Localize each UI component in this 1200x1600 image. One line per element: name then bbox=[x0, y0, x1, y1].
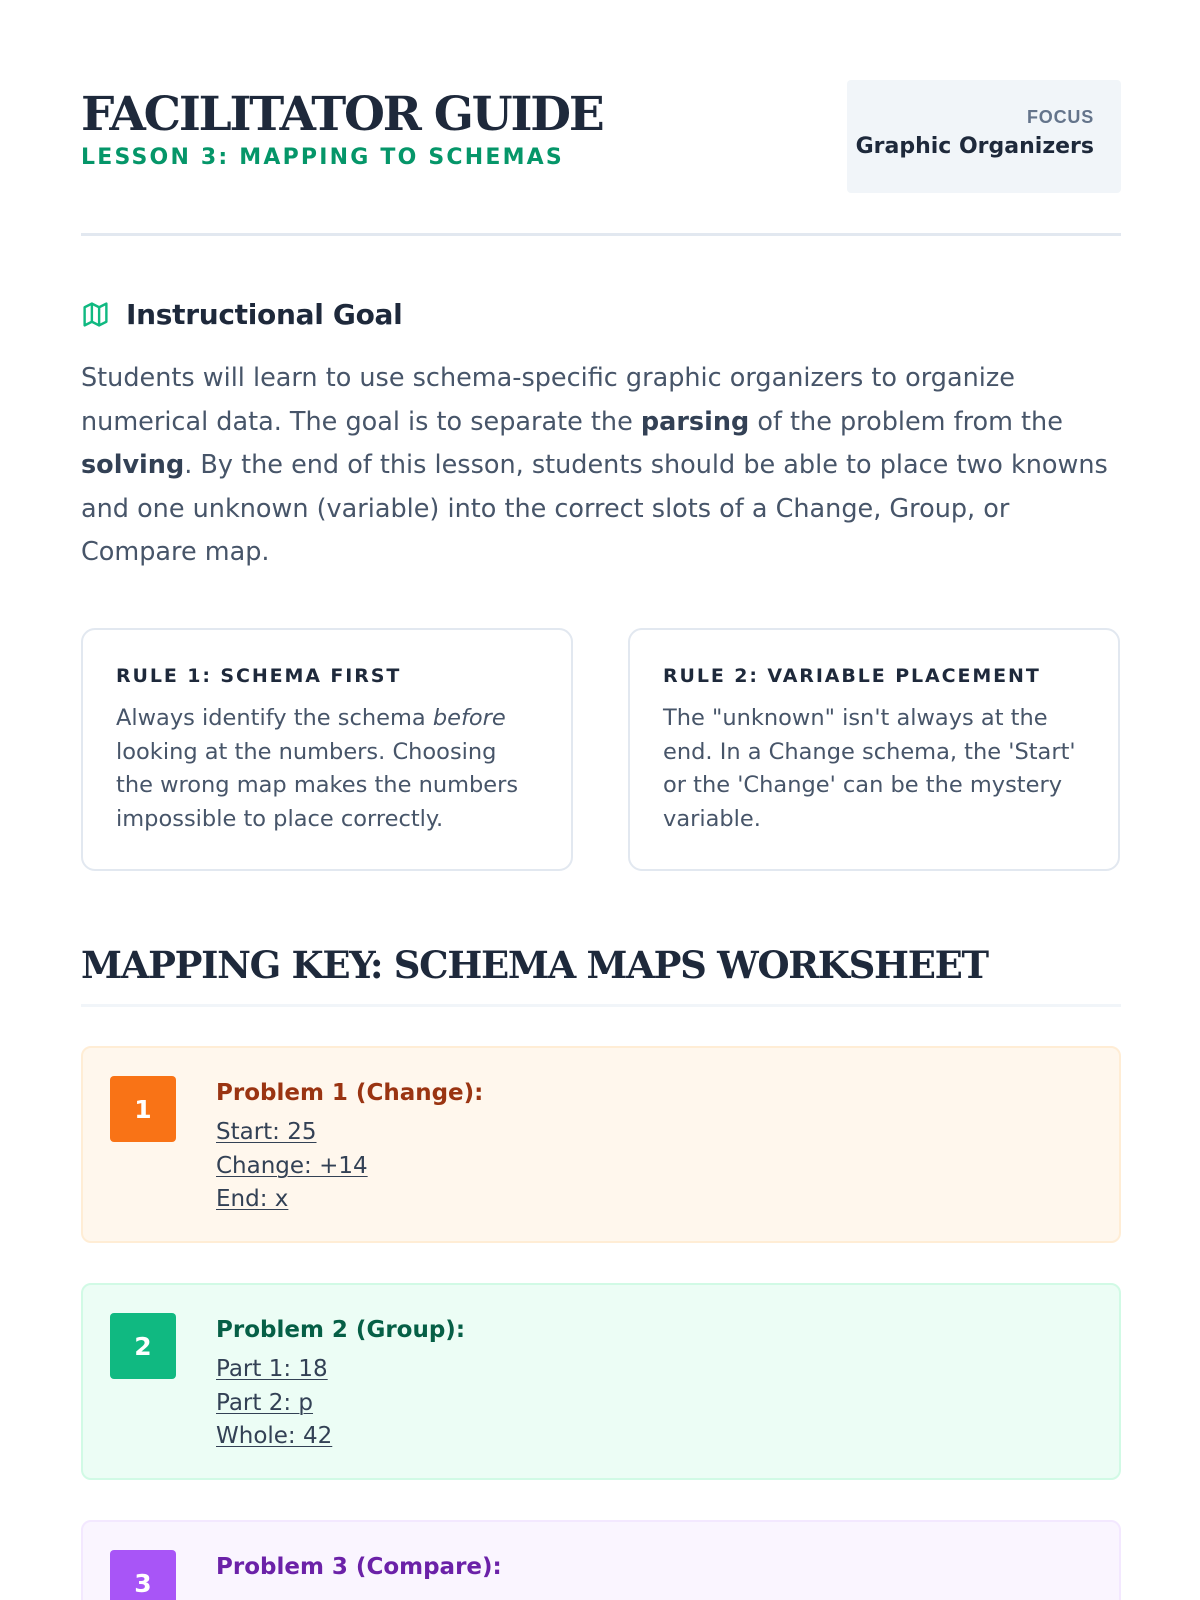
problem-values bbox=[216, 1353, 465, 1454]
rule-text bbox=[116, 702, 539, 836]
focus-label: FOCUS bbox=[1027, 107, 1094, 127]
rule-text-emphasis: before bbox=[432, 705, 506, 731]
goal-bold-parsing: parsing bbox=[640, 406, 750, 437]
problem-number-badge: 2 bbox=[110, 1313, 176, 1379]
problem-card-3 bbox=[81, 1520, 1121, 1600]
page-title: FACILITATOR GUIDE bbox=[81, 87, 603, 142]
problem-body bbox=[216, 1076, 483, 1217]
focus-value: Graphic Organizers bbox=[855, 134, 1094, 159]
goal-paragraph bbox=[81, 357, 1126, 575]
focus-box bbox=[847, 80, 1121, 193]
problem-title: Problem 3 (Compare): bbox=[216, 1554, 502, 1580]
problem-value-start: Start: 25 bbox=[216, 1119, 317, 1145]
goal-text-2: of the problem from the bbox=[749, 406, 1063, 437]
problem-title: Problem 1 (Change): bbox=[216, 1080, 484, 1106]
problem-card-1 bbox=[81, 1046, 1121, 1243]
rule-card-2 bbox=[628, 628, 1120, 871]
goal-heading bbox=[81, 296, 402, 332]
rule-card-1 bbox=[81, 628, 573, 871]
rule-title: RULE 2: VARIABLE PLACEMENT bbox=[663, 665, 1041, 687]
rule-text: The "unknown" isn't always at the end. In a Change schema, the 'Start' or the 'Change' can be the mystery variable. bbox=[663, 705, 1076, 832]
problem-number-badge: 3 bbox=[110, 1550, 176, 1600]
header-divider bbox=[81, 233, 1121, 236]
goal-title: Instructional Goal bbox=[126, 297, 403, 331]
lesson-subtitle: LESSON 3: MAPPING TO SCHEMAS bbox=[81, 145, 564, 170]
page-header bbox=[81, 80, 1121, 192]
problem-card-2 bbox=[81, 1283, 1121, 1480]
goal-bold-solving: solving bbox=[81, 450, 185, 480]
mapping-key-title: MAPPING KEY: SCHEMA MAPS WORKSHEET bbox=[81, 943, 988, 987]
problem-values bbox=[216, 1116, 483, 1217]
rule-text-after: looking at the numbers. Choosing the wrong map makes the numbers impossible to place correctly. bbox=[116, 738, 519, 832]
map-icon bbox=[81, 300, 110, 329]
problem-value-whole: Whole: 42 bbox=[216, 1423, 333, 1449]
problem-body bbox=[216, 1313, 465, 1454]
rule-title: RULE 1: SCHEMA FIRST bbox=[116, 665, 402, 687]
problem-value-change: Change: +14 bbox=[216, 1152, 368, 1179]
problem-value-part-1: Part 1: 18 bbox=[216, 1356, 328, 1382]
problem-title: Problem 2 (Group): bbox=[216, 1317, 466, 1343]
mapping-divider bbox=[81, 1004, 1121, 1007]
rule-text-before: Always identify the schema bbox=[116, 705, 433, 731]
problem-value-part-2: Part 2: p bbox=[216, 1389, 314, 1416]
goal-text-3: . By the end of this lesson, students should be able to place two knowns and one unknown (variable) into the correct slots of a Change, Group, or Compare map. bbox=[81, 450, 1108, 567]
goal-text-1: Students will learn to use schema-specific graphic organizers to organize numerical data. The goal is to separate the bbox=[81, 363, 1015, 437]
problem-value-end: End: x bbox=[216, 1186, 289, 1212]
problem-number-badge: 1 bbox=[110, 1076, 176, 1142]
problem-body bbox=[216, 1550, 502, 1584]
